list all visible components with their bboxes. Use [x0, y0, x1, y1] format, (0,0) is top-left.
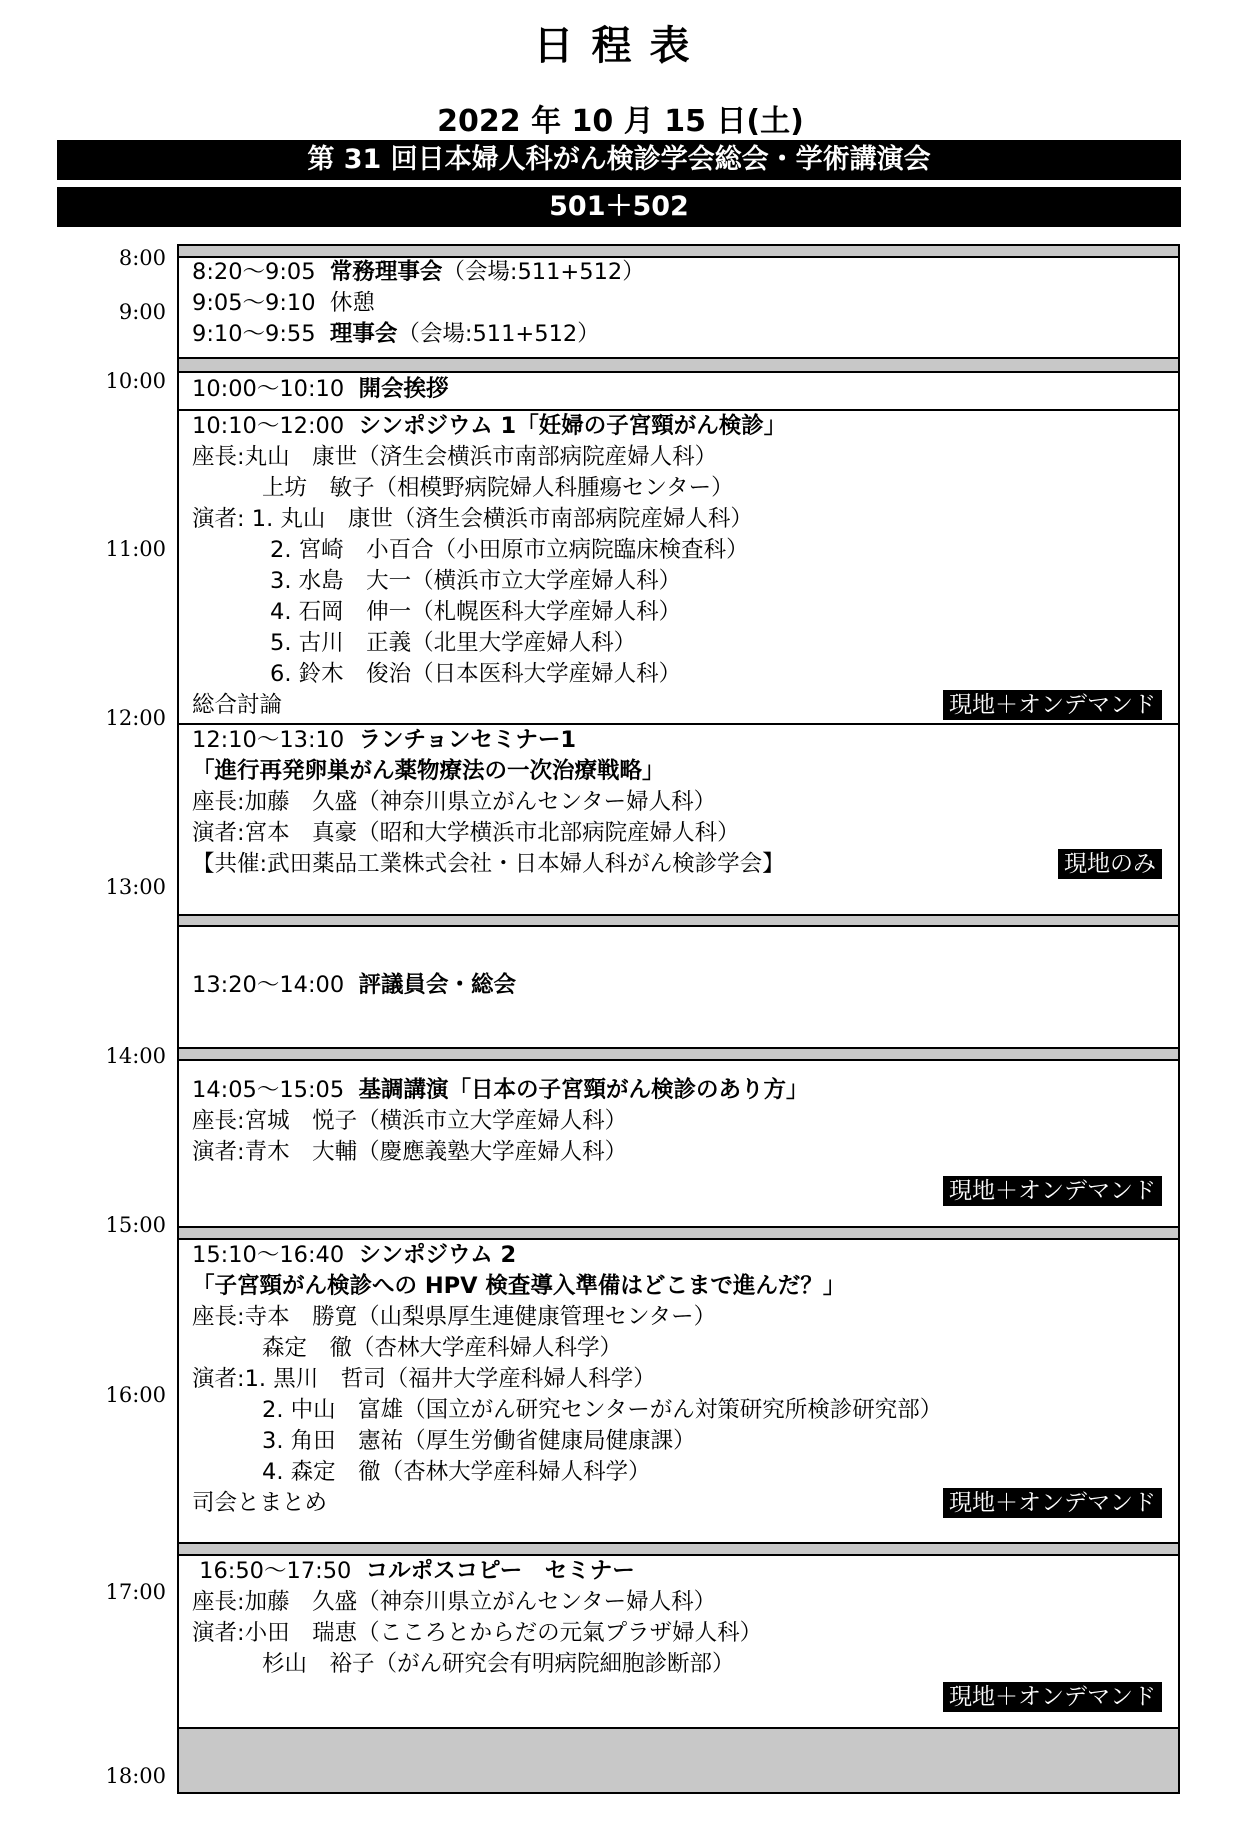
schedule-row: [192, 1075, 1162, 1106]
format-badge: 現地＋オンデマンド: [943, 1176, 1162, 1206]
speaker-label: 演者:: [192, 506, 245, 532]
speaker-name: 1. 黒川 哲司（福井大学産科婦人科学）: [244, 1366, 656, 1392]
format-badge: 現地のみ: [1058, 849, 1162, 879]
speaker-row: 4. 森定 徹（杏林大学産科婦人科学）: [262, 1459, 651, 1485]
schedule-row: [192, 1556, 1162, 1587]
divider: [179, 371, 1178, 373]
speaker-row: 3. 角田 憲祐（厚生労働省健康局健康課）: [262, 1428, 696, 1454]
symposium-2: [192, 1240, 1162, 1519]
session-note: （会場:511+512）: [397, 321, 600, 347]
session-time: 12:10～13:10: [192, 727, 345, 753]
speaker-name: 1. 丸山 康世（済生会横浜市南部病院産婦人科）: [251, 506, 753, 532]
time-label: 11:00: [105, 537, 166, 561]
session-note: （会場:511+512）: [442, 259, 645, 285]
session-title: 理事会: [329, 321, 398, 347]
session-time: 15:10～16:40: [192, 1242, 345, 1268]
session-title: 評議員会・総会: [358, 972, 517, 998]
schedule-row: [192, 725, 1162, 756]
speaker-row: 2. 宮崎 小百合（小田原市立病院臨床検査科）: [270, 537, 749, 563]
sponsor-text: 【共催:武田薬品工業株式会社・日本婦人科がん検診学会】: [192, 851, 785, 877]
session-title: シンポジウム 2: [358, 1242, 517, 1268]
gap-band: [179, 359, 1178, 371]
speaker-row: 4. 石岡 伸一（札幌医科大学産婦人科）: [270, 599, 682, 625]
gap-band: [179, 1729, 1178, 1792]
speaker-row: [192, 504, 1162, 535]
divider: [179, 925, 1178, 927]
chair-name: 丸山 康世（済生会横浜市南部病院産婦人科）: [244, 444, 718, 470]
session-time: 9:05～9:10: [192, 290, 316, 316]
time-label: 15:00: [105, 1213, 166, 1237]
schedule-row: [192, 970, 1162, 1001]
session-time: 10:10～12:00: [192, 413, 345, 439]
chair-row: 座長:寺本 勝寛（山梨県厚生連健康管理センター）: [192, 1304, 717, 1330]
speaker-row: 5. 古川 正義（北里大学産婦人科）: [270, 630, 637, 656]
time-label: 10:00: [105, 369, 166, 393]
gap-band: [179, 1544, 1178, 1554]
speaker-row: 6. 鈴木 俊治（日本医科大学産婦人科）: [270, 661, 682, 687]
board-meetings: [192, 257, 1162, 350]
time-label: 16:00: [105, 1383, 166, 1407]
closing-row: [192, 1488, 1162, 1519]
closing-label: 総合討論: [192, 692, 283, 718]
session-title: 休憩: [329, 290, 375, 316]
meeting-title-bar: 第 31 回日本婦人科がん検診学会総会・学術講演会: [57, 140, 1181, 180]
assembly-session: [192, 970, 1162, 1001]
event-date: 2022 年 10 月 15 日(土): [437, 104, 804, 139]
badge-row: [192, 1168, 1162, 1204]
session-time: 13:20～14:00: [192, 972, 345, 998]
session-subtitle: 「進行再発卵巣がん薬物療法の一次治療戦略」: [192, 758, 665, 784]
session-title: シンポジウム 1「妊婦の子宮頸がん検診」: [358, 413, 787, 439]
speaker-row: 3. 水島 大一（横浜市立大学産婦人科）: [270, 568, 682, 594]
speaker-row: 2. 中山 富雄（国立がん研究センターがん対策研究所検診研究部）: [262, 1397, 943, 1423]
sponsor-row: [192, 849, 1162, 880]
session-time: 9:10～9:55: [192, 321, 316, 347]
gap-band: [179, 246, 1178, 256]
badge-row: [192, 1680, 1162, 1711]
session-subtitle: 「子宮頸がん検診への HPV 検査導入準備はどこまで進んだ？」: [192, 1273, 846, 1299]
colposcopy-seminar: [192, 1556, 1162, 1711]
speaker-row: 演者:小田 瑞恵（こころとからだの元氣プラザ婦人科）: [192, 1620, 763, 1646]
opening-session: [192, 374, 1162, 405]
luncheon-seminar: [192, 725, 1162, 880]
speaker-row: 演者:青木 大輔（慶應義塾大学産婦人科）: [192, 1139, 628, 1165]
symposium-1: [192, 411, 1162, 721]
session-time: 10:00～10:10: [192, 376, 345, 402]
format-badge: 現地＋オンデマンド: [943, 690, 1162, 720]
time-label: 8:00: [118, 246, 166, 270]
keynote-lecture: [192, 1075, 1162, 1204]
chair-row: 森定 徹（杏林大学産科婦人科学）: [262, 1335, 623, 1361]
chair-row: 座長:加藤 久盛（神奈川県立がんセンター婦人科）: [192, 789, 717, 815]
session-time: 16:50～17:50: [199, 1558, 352, 1584]
chair-label: 座長:: [192, 444, 245, 470]
format-badge: 現地＋オンデマンド: [943, 1682, 1162, 1712]
chair-row: 上坊 敏子（相模野病院婦人科腫瘍センター）: [262, 475, 734, 501]
speaker-label: 演者:: [192, 1366, 245, 1392]
schedule-row: [192, 319, 1162, 350]
chair-row: 座長:宮城 悦子（横浜市立大学産婦人科）: [192, 1108, 628, 1134]
session-title: 常務理事会: [329, 259, 443, 285]
session-title: コルポスコピー セミナー: [365, 1558, 635, 1584]
room-bar: 501＋502: [57, 187, 1181, 227]
gap-band: [179, 916, 1178, 925]
time-label: 14:00: [105, 1044, 166, 1068]
format-badge: 現地＋オンデマンド: [943, 1488, 1162, 1518]
time-label: 9:00: [118, 300, 166, 324]
session-time: 8:20～9:05: [192, 259, 316, 285]
chair-row: 座長:加藤 久盛（神奈川県立がんセンター婦人科）: [192, 1589, 717, 1615]
chair-row: [192, 442, 1162, 473]
time-label: 18:00: [105, 1764, 166, 1788]
divider: [179, 1059, 1178, 1061]
schedule-row: [192, 257, 1162, 288]
time-label: 13:00: [105, 875, 166, 899]
closing-label: 司会とまとめ: [192, 1490, 328, 1516]
page-title: 日程表: [533, 23, 708, 69]
time-label: 17:00: [105, 1580, 166, 1604]
speaker-row: [192, 1364, 1162, 1395]
schedule-row: [192, 374, 1162, 405]
gap-band: [179, 1228, 1178, 1238]
closing-row: [192, 690, 1162, 721]
session-time: 14:05～15:05: [192, 1077, 345, 1103]
speaker-row: 杉山 裕子（がん研究会有明病院細胞診断部）: [262, 1651, 735, 1677]
schedule-row: [192, 411, 1162, 442]
time-label: 12:00: [105, 706, 166, 730]
session-title: 基調講演「日本の子宮頸がん検診のあり方」: [358, 1077, 809, 1103]
schedule-row: [192, 288, 1162, 319]
session-title: ランチョンセミナー1: [358, 727, 576, 753]
speaker-row: 演者:宮本 真豪（昭和大学横浜市北部病院産婦人科）: [192, 820, 740, 846]
gap-band: [179, 1049, 1178, 1059]
schedule-row: [192, 1240, 1162, 1271]
session-title: 開会挨拶: [358, 376, 449, 402]
